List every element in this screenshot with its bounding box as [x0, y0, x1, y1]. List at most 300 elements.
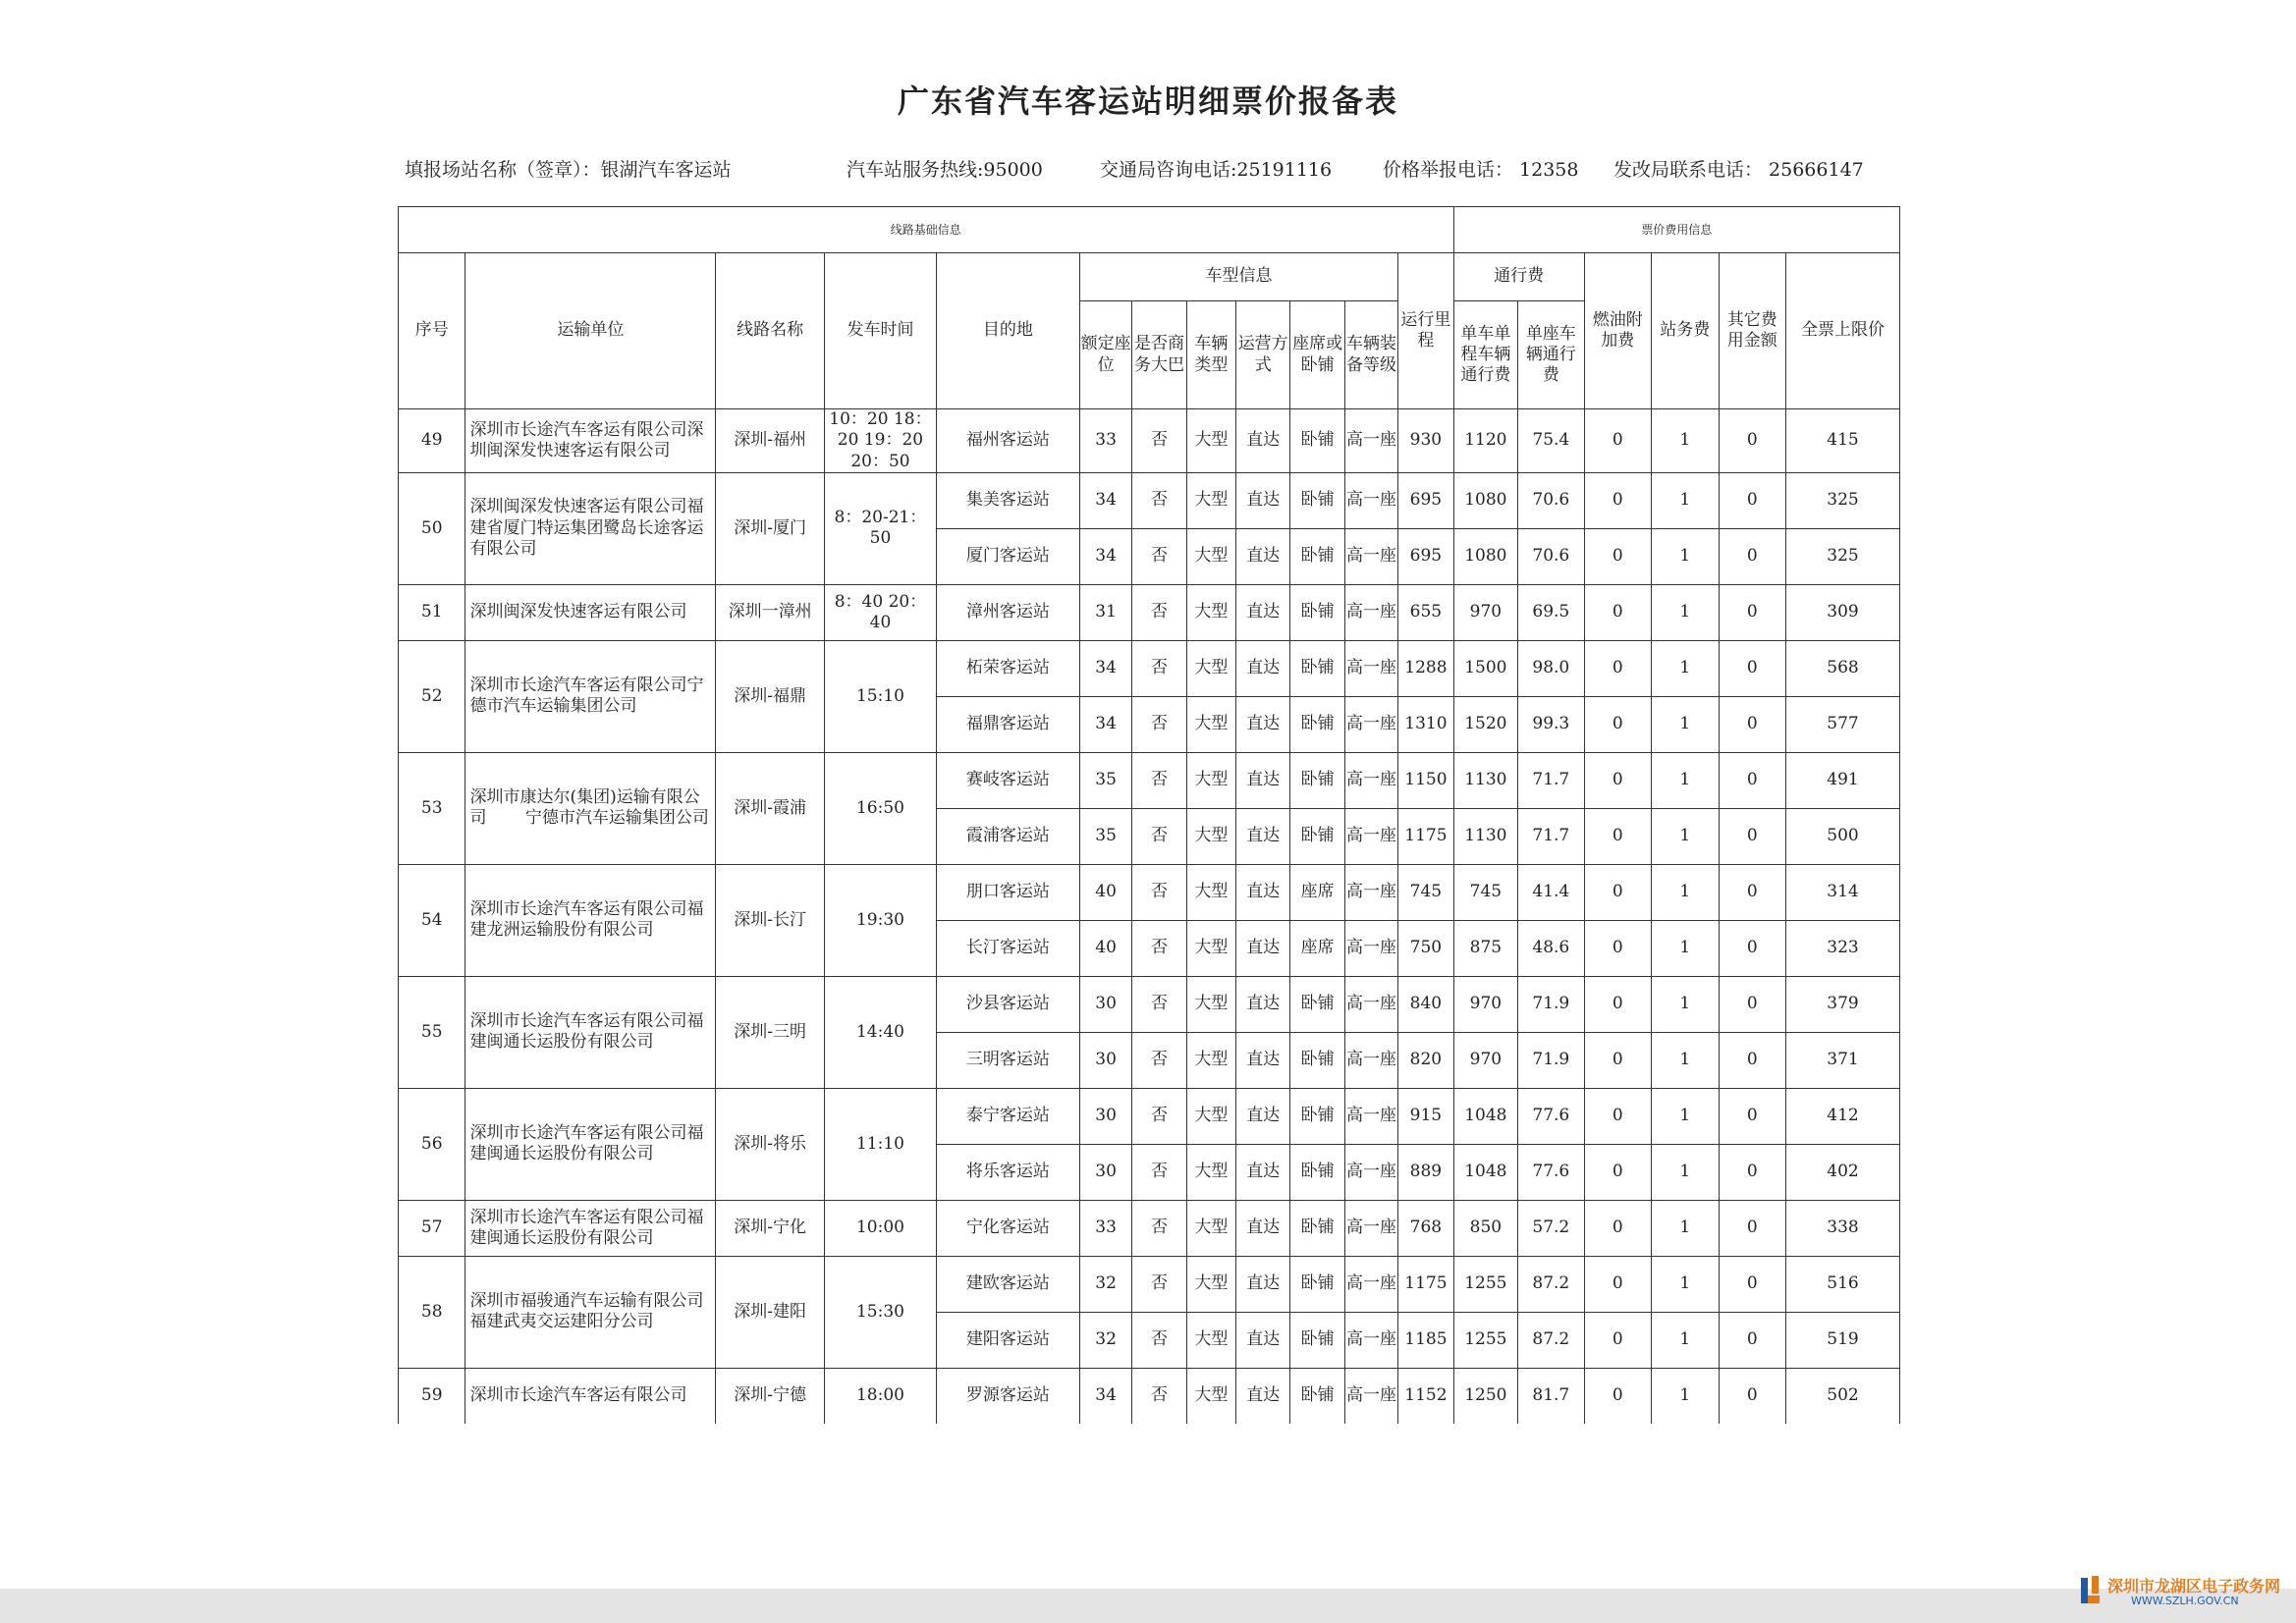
- header-destination: 目的地: [936, 253, 1079, 409]
- other-fee-cell: 0: [1719, 696, 1785, 752]
- fuel-cell: 0: [1584, 752, 1651, 808]
- equipment-grade-cell: 高一座: [1344, 640, 1397, 696]
- seq-cell: 50: [399, 472, 465, 584]
- header-seat-or-berth: 座席或卧铺: [1290, 301, 1344, 409]
- business-bus-cell: 否: [1132, 1368, 1186, 1424]
- station-fee-cell: 1: [1652, 1144, 1719, 1200]
- toll-seat-cell: 75.4: [1518, 409, 1584, 473]
- seats-cell: 40: [1079, 864, 1131, 920]
- transport-bureau-label: 交通局咨询电话:25191116: [1100, 159, 1333, 181]
- header-toll: 通行费: [1453, 253, 1584, 301]
- destination-cell: 柘荣客运站: [936, 640, 1079, 696]
- depart-time-cell: 19:30: [825, 864, 937, 976]
- fuel-cell: 0: [1584, 528, 1651, 584]
- other-fee-cell: 0: [1719, 920, 1785, 976]
- route-cell: 深圳-三明: [716, 976, 825, 1088]
- hotline-label: 汽车站服务热线:95000: [847, 159, 1043, 181]
- carrier-cell: 深圳市长途汽车客运有限公司宁德市汽车运输集团公司: [465, 640, 716, 752]
- business-bus-cell: 否: [1132, 752, 1186, 808]
- max-price-cell: 568: [1786, 640, 1900, 696]
- fuel-cell: 0: [1584, 1312, 1651, 1368]
- carrier-cell: 深圳市康达尔(集团)运输有限公司 宁德市汽车运输集团公司: [465, 752, 716, 864]
- other-fee-cell: 0: [1719, 1144, 1785, 1200]
- max-price-cell: 309: [1786, 584, 1900, 640]
- station-fee-cell: 1: [1652, 584, 1719, 640]
- page-title: 广东省汽车客运站明细票价报备表: [897, 82, 1398, 120]
- operation-cell: 直达: [1236, 920, 1290, 976]
- destination-cell: 福鼎客运站: [936, 696, 1079, 752]
- seats-cell: 40: [1079, 920, 1131, 976]
- other-fee-cell: 0: [1719, 976, 1785, 1032]
- toll-vehicle-cell: 1120: [1453, 409, 1517, 473]
- seats-cell: 33: [1079, 1200, 1131, 1256]
- carrier-cell: 深圳市长途汽车客运有限公司深圳闽深发快速客运有限公司: [465, 409, 716, 473]
- fuel-cell: 0: [1584, 640, 1651, 696]
- equipment-grade-cell: 高一座: [1344, 528, 1397, 584]
- route-cell: 深圳-宁德: [716, 1368, 825, 1424]
- depart-time-cell: 8：20-21：50: [825, 472, 937, 584]
- vehicle-type-cell: 大型: [1186, 528, 1235, 584]
- destination-cell: 霞浦客运站: [936, 808, 1079, 864]
- depart-time-cell: 15:30: [825, 1256, 937, 1368]
- depart-time-cell: 10：20 18：20 19：20 20：50: [825, 409, 937, 473]
- mileage-cell: 915: [1398, 1088, 1453, 1144]
- seat-or-berth-cell: 卧铺: [1290, 976, 1344, 1032]
- other-fee-cell: 0: [1719, 1368, 1785, 1424]
- route-cell: 深圳-福鼎: [716, 640, 825, 752]
- toll-seat-cell: 87.2: [1518, 1256, 1584, 1312]
- destination-cell: 厦门客运站: [936, 528, 1079, 584]
- carrier-cell: 深圳市长途汽车客运有限公司福建闽通长运股份有限公司: [465, 976, 716, 1088]
- max-price-cell: 577: [1786, 696, 1900, 752]
- dev-reform-label: 发改局联系电话： 25666147: [1613, 159, 1864, 181]
- fuel-cell: 0: [1584, 1368, 1651, 1424]
- toll-seat-cell: 71.7: [1518, 808, 1584, 864]
- fuel-cell: 0: [1584, 976, 1651, 1032]
- max-price-cell: 519: [1786, 1312, 1900, 1368]
- equipment-grade-cell: 高一座: [1344, 696, 1397, 752]
- max-price-cell: 502: [1786, 1368, 1900, 1424]
- station-fee-cell: 1: [1652, 472, 1719, 528]
- equipment-grade-cell: 高一座: [1344, 1256, 1397, 1312]
- business-bus-cell: 否: [1132, 409, 1186, 473]
- other-fee-cell: 0: [1719, 1312, 1785, 1368]
- max-price-cell: 323: [1786, 920, 1900, 976]
- fuel-cell: 0: [1584, 1032, 1651, 1088]
- seat-or-berth-cell: 卧铺: [1290, 409, 1344, 473]
- business-bus-cell: 否: [1132, 528, 1186, 584]
- station-fee-cell: 1: [1652, 409, 1719, 473]
- toll-seat-cell: 81.7: [1518, 1368, 1584, 1424]
- operation-cell: 直达: [1236, 1200, 1290, 1256]
- fuel-cell: 0: [1584, 409, 1651, 473]
- operation-cell: 直达: [1236, 1312, 1290, 1368]
- equipment-grade-cell: 高一座: [1344, 1200, 1397, 1256]
- business-bus-cell: 否: [1132, 640, 1186, 696]
- vehicle-type-cell: 大型: [1186, 976, 1235, 1032]
- seats-cell: 34: [1079, 640, 1131, 696]
- vehicle-type-cell: 大型: [1186, 920, 1235, 976]
- operation-cell: 直达: [1236, 1032, 1290, 1088]
- toll-vehicle-cell: 1130: [1453, 808, 1517, 864]
- station-fee-cell: 1: [1652, 1088, 1719, 1144]
- header-mileage: 运行里程: [1398, 253, 1453, 409]
- max-price-cell: 415: [1786, 409, 1900, 473]
- mileage-cell: 1175: [1398, 1256, 1453, 1312]
- seq-cell: 53: [399, 752, 465, 864]
- header-business-bus: 是否商务大巴: [1132, 301, 1186, 409]
- fuel-cell: 0: [1584, 584, 1651, 640]
- seq-cell: 52: [399, 640, 465, 752]
- seat-or-berth-cell: 卧铺: [1290, 696, 1344, 752]
- max-price-cell: 491: [1786, 752, 1900, 808]
- toll-seat-cell: 70.6: [1518, 472, 1584, 528]
- vehicle-type-cell: 大型: [1186, 864, 1235, 920]
- depart-time-cell: 8：40 20：40: [825, 584, 937, 640]
- station-fee-cell: 1: [1652, 864, 1719, 920]
- toll-vehicle-cell: 970: [1453, 1032, 1517, 1088]
- operation-cell: 直达: [1236, 1144, 1290, 1200]
- equipment-grade-cell: 高一座: [1344, 1312, 1397, 1368]
- other-fee-cell: 0: [1719, 584, 1785, 640]
- toll-vehicle-cell: 745: [1453, 864, 1517, 920]
- other-fee-cell: 0: [1719, 472, 1785, 528]
- other-fee-cell: 0: [1719, 1032, 1785, 1088]
- seq-cell: 55: [399, 976, 465, 1088]
- station-fee-cell: 1: [1652, 1256, 1719, 1312]
- carrier-cell: 深圳市长途汽车客运有限公司福建闽通长运股份有限公司: [465, 1088, 716, 1200]
- vehicle-type-cell: 大型: [1186, 640, 1235, 696]
- business-bus-cell: 否: [1132, 696, 1186, 752]
- operation-cell: 直达: [1236, 752, 1290, 808]
- toll-vehicle-cell: 970: [1453, 584, 1517, 640]
- seq-cell: 49: [399, 409, 465, 473]
- seq-cell: 59: [399, 1368, 465, 1424]
- vehicle-type-cell: 大型: [1186, 472, 1235, 528]
- table-row: [399, 976, 1900, 1032]
- seats-cell: 30: [1079, 1088, 1131, 1144]
- other-fee-cell: 0: [1719, 640, 1785, 696]
- seat-or-berth-cell: 卧铺: [1290, 1368, 1344, 1424]
- vehicle-type-cell: 大型: [1186, 1144, 1235, 1200]
- station-fee-cell: 1: [1652, 1312, 1719, 1368]
- scan-background-edge: [0, 1589, 2296, 1623]
- equipment-grade-cell: 高一座: [1344, 409, 1397, 473]
- equipment-grade-cell: 高一座: [1344, 752, 1397, 808]
- depart-time-cell: 11:10: [825, 1088, 937, 1200]
- max-price-cell: 325: [1786, 472, 1900, 528]
- max-price-cell: 379: [1786, 976, 1900, 1032]
- seats-cell: 34: [1079, 1368, 1131, 1424]
- seat-or-berth-cell: 卧铺: [1290, 472, 1344, 528]
- other-fee-cell: 0: [1719, 1256, 1785, 1312]
- header-operation: 运营方式: [1236, 301, 1290, 409]
- business-bus-cell: 否: [1132, 920, 1186, 976]
- business-bus-cell: 否: [1132, 1200, 1186, 1256]
- operation-cell: 直达: [1236, 409, 1290, 473]
- station-name-label: 填报场站名称（签章）：银湖汽车客运站: [405, 159, 732, 181]
- destination-cell: 漳州客运站: [936, 584, 1079, 640]
- station-fee-cell: 1: [1652, 640, 1719, 696]
- station-fee-cell: 1: [1652, 920, 1719, 976]
- fuel-cell: 0: [1584, 1088, 1651, 1144]
- equipment-grade-cell: 高一座: [1344, 864, 1397, 920]
- depart-time-cell: 10:00: [825, 1200, 937, 1256]
- destination-cell: 沙县客运站: [936, 976, 1079, 1032]
- toll-vehicle-cell: 875: [1453, 920, 1517, 976]
- header-other-fee: 其它费用金额: [1719, 253, 1785, 409]
- equipment-grade-cell: 高一座: [1344, 472, 1397, 528]
- mileage-cell: 1152: [1398, 1368, 1453, 1424]
- header-seats: 额定座位: [1079, 301, 1131, 409]
- header-carrier: 运输单位: [465, 253, 716, 409]
- business-bus-cell: 否: [1132, 976, 1186, 1032]
- vehicle-type-cell: 大型: [1186, 1312, 1235, 1368]
- seat-or-berth-cell: 卧铺: [1290, 1312, 1344, 1368]
- max-price-cell: 314: [1786, 864, 1900, 920]
- toll-seat-cell: 71.9: [1518, 976, 1584, 1032]
- mileage-cell: 1185: [1398, 1312, 1453, 1368]
- seats-cell: 32: [1079, 1256, 1131, 1312]
- mileage-cell: 655: [1398, 584, 1453, 640]
- operation-cell: 直达: [1236, 584, 1290, 640]
- seat-or-berth-cell: 卧铺: [1290, 1032, 1344, 1088]
- seats-cell: 31: [1079, 584, 1131, 640]
- toll-seat-cell: 77.6: [1518, 1088, 1584, 1144]
- toll-seat-cell: 48.6: [1518, 920, 1584, 976]
- business-bus-cell: 否: [1132, 864, 1186, 920]
- seats-cell: 34: [1079, 696, 1131, 752]
- fuel-cell: 0: [1584, 864, 1651, 920]
- station-fee-cell: 1: [1652, 808, 1719, 864]
- seats-cell: 35: [1079, 752, 1131, 808]
- carrier-cell: 深圳市长途汽车客运有限公司福建闽通长运股份有限公司: [465, 1200, 716, 1256]
- seat-or-berth-cell: 卧铺: [1290, 1088, 1344, 1144]
- toll-vehicle-cell: 1255: [1453, 1312, 1517, 1368]
- equipment-grade-cell: 高一座: [1344, 976, 1397, 1032]
- equipment-grade-cell: 高一座: [1344, 1032, 1397, 1088]
- depart-time-cell: 18:00: [825, 1368, 937, 1424]
- other-fee-cell: 0: [1719, 808, 1785, 864]
- header-vehicle-info: 车型信息: [1079, 253, 1397, 301]
- business-bus-cell: 否: [1132, 1312, 1186, 1368]
- carrier-cell: 深圳市长途汽车客运有限公司: [465, 1368, 716, 1424]
- destination-cell: 朋口客运站: [936, 864, 1079, 920]
- table-row: [399, 864, 1900, 920]
- station-fee-cell: 1: [1652, 976, 1719, 1032]
- station-fee-cell: 1: [1652, 752, 1719, 808]
- header-vehicle-type: 车辆类型: [1186, 301, 1235, 409]
- route-cell: 深圳-长汀: [716, 864, 825, 976]
- site-logo-name: 深圳市龙湖区电子政务网: [2107, 1577, 2281, 1596]
- route-cell: 深圳-厦门: [716, 472, 825, 584]
- other-fee-cell: 0: [1719, 409, 1785, 473]
- carrier-cell: 深圳闽深发快速客运有限公司: [465, 584, 716, 640]
- seats-cell: 30: [1079, 976, 1131, 1032]
- max-price-cell: 402: [1786, 1144, 1900, 1200]
- seats-cell: 34: [1079, 528, 1131, 584]
- seat-or-berth-cell: 卧铺: [1290, 528, 1344, 584]
- max-price-cell: 371: [1786, 1032, 1900, 1088]
- equipment-grade-cell: 高一座: [1344, 1088, 1397, 1144]
- toll-vehicle-cell: 850: [1453, 1200, 1517, 1256]
- vehicle-type-cell: 大型: [1186, 752, 1235, 808]
- toll-vehicle-cell: 1080: [1453, 528, 1517, 584]
- operation-cell: 直达: [1236, 528, 1290, 584]
- other-fee-cell: 0: [1719, 864, 1785, 920]
- seat-or-berth-cell: 卧铺: [1290, 808, 1344, 864]
- mileage-cell: 1288: [1398, 640, 1453, 696]
- max-price-cell: 516: [1786, 1256, 1900, 1312]
- max-price-cell: 338: [1786, 1200, 1900, 1256]
- station-fee-cell: 1: [1652, 1368, 1719, 1424]
- operation-cell: 直达: [1236, 472, 1290, 528]
- seat-or-berth-cell: 座席: [1290, 864, 1344, 920]
- seats-cell: 34: [1079, 472, 1131, 528]
- business-bus-cell: 否: [1132, 1032, 1186, 1088]
- equipment-grade-cell: 高一座: [1344, 1144, 1397, 1200]
- destination-cell: 将乐客运站: [936, 1144, 1079, 1200]
- equipment-grade-cell: 高一座: [1344, 808, 1397, 864]
- station-fee-cell: 1: [1652, 1032, 1719, 1088]
- seat-or-berth-cell: 卧铺: [1290, 752, 1344, 808]
- toll-seat-cell: 77.6: [1518, 1144, 1584, 1200]
- max-price-cell: 325: [1786, 528, 1900, 584]
- toll-vehicle-cell: 1250: [1453, 1368, 1517, 1424]
- header-depart: 发车时间: [825, 253, 937, 409]
- station-fee-cell: 1: [1652, 528, 1719, 584]
- route-cell: 深圳-霞浦: [716, 752, 825, 864]
- mileage-cell: 930: [1398, 409, 1453, 473]
- toll-seat-cell: 41.4: [1518, 864, 1584, 920]
- seat-or-berth-cell: 卧铺: [1290, 1256, 1344, 1312]
- max-price-cell: 412: [1786, 1088, 1900, 1144]
- table-row: [399, 409, 1900, 473]
- mileage-cell: 820: [1398, 1032, 1453, 1088]
- vehicle-type-cell: 大型: [1186, 409, 1235, 473]
- seq-cell: 56: [399, 1088, 465, 1200]
- route-cell: 深圳-宁化: [716, 1200, 825, 1256]
- header-seq: 序号: [399, 253, 465, 409]
- carrier-cell: 深圳市长途汽车客运有限公司福建龙洲运输股份有限公司: [465, 864, 716, 976]
- seat-or-berth-cell: 卧铺: [1290, 640, 1344, 696]
- header-station-fee: 站务费: [1652, 253, 1719, 409]
- fuel-cell: 0: [1584, 696, 1651, 752]
- toll-seat-cell: 98.0: [1518, 640, 1584, 696]
- route-section-header: 线路基础信息: [399, 207, 1454, 253]
- destination-cell: 罗源客运站: [936, 1368, 1079, 1424]
- other-fee-cell: 0: [1719, 1088, 1785, 1144]
- mileage-cell: 768: [1398, 1200, 1453, 1256]
- max-price-cell: 500: [1786, 808, 1900, 864]
- business-bus-cell: 否: [1132, 472, 1186, 528]
- other-fee-cell: 0: [1719, 528, 1785, 584]
- vehicle-type-cell: 大型: [1186, 808, 1235, 864]
- seat-or-berth-cell: 座席: [1290, 920, 1344, 976]
- equipment-grade-cell: 高一座: [1344, 584, 1397, 640]
- toll-seat-cell: 87.2: [1518, 1312, 1584, 1368]
- equipment-grade-cell: 高一座: [1344, 920, 1397, 976]
- fuel-cell: 0: [1584, 920, 1651, 976]
- destination-cell: 建阳客运站: [936, 1312, 1079, 1368]
- vehicle-type-cell: 大型: [1186, 696, 1235, 752]
- route-cell: 深圳-将乐: [716, 1088, 825, 1200]
- seq-cell: 54: [399, 864, 465, 976]
- vehicle-type-cell: 大型: [1186, 1088, 1235, 1144]
- station-fee-cell: 1: [1652, 1200, 1719, 1256]
- toll-vehicle-cell: 1130: [1453, 752, 1517, 808]
- operation-cell: 直达: [1236, 640, 1290, 696]
- business-bus-cell: 否: [1132, 1144, 1186, 1200]
- table-row: [399, 752, 1900, 808]
- depart-time-cell: 14:40: [825, 976, 937, 1088]
- table-row: [399, 1256, 1900, 1312]
- operation-cell: 直达: [1236, 1088, 1290, 1144]
- site-logo-url: WWW.SZLH.GOV.CN: [2131, 1595, 2239, 1607]
- header-toll-seat: 单座车辆通行费: [1518, 301, 1584, 409]
- destination-cell: 宁化客运站: [936, 1200, 1079, 1256]
- toll-vehicle-cell: 1080: [1453, 472, 1517, 528]
- seq-cell: 58: [399, 1256, 465, 1368]
- fuel-cell: 0: [1584, 808, 1651, 864]
- seats-cell: 30: [1079, 1032, 1131, 1088]
- toll-vehicle-cell: 970: [1453, 976, 1517, 1032]
- table-row: [399, 584, 1900, 640]
- operation-cell: 直达: [1236, 696, 1290, 752]
- destination-cell: 福州客运站: [936, 409, 1079, 473]
- table-row: [399, 640, 1900, 696]
- toll-seat-cell: 71.7: [1518, 752, 1584, 808]
- carrier-cell: 深圳闽深发快速客运有限公司福建省厦门特运集团鹭岛长途客运有限公司: [465, 472, 716, 584]
- vehicle-type-cell: 大型: [1186, 1200, 1235, 1256]
- fuel-cell: 0: [1584, 1200, 1651, 1256]
- route-cell: 深圳-建阳: [716, 1256, 825, 1368]
- depart-time-cell: 16:50: [825, 752, 937, 864]
- header-route: 线路名称: [716, 253, 825, 409]
- table-row: [399, 472, 1900, 528]
- destination-cell: 赛岐客运站: [936, 752, 1079, 808]
- seq-cell: 57: [399, 1200, 465, 1256]
- price-report-label: 价格举报电话： 12358: [1383, 159, 1579, 181]
- mileage-cell: 1175: [1398, 808, 1453, 864]
- mileage-cell: 750: [1398, 920, 1453, 976]
- header-fuel: 燃油附加费: [1584, 253, 1651, 409]
- seat-or-berth-cell: 卧铺: [1290, 584, 1344, 640]
- carrier-cell: 深圳市福骏通汽车运输有限公司 福建武夷交运建阳分公司: [465, 1256, 716, 1368]
- equipment-grade-cell: 高一座: [1344, 1368, 1397, 1424]
- seat-or-berth-cell: 卧铺: [1290, 1200, 1344, 1256]
- vehicle-type-cell: 大型: [1186, 1368, 1235, 1424]
- fuel-cell: 0: [1584, 1256, 1651, 1312]
- route-cell: 深圳一漳州: [716, 584, 825, 640]
- fuel-cell: 0: [1584, 472, 1651, 528]
- mileage-cell: 889: [1398, 1144, 1453, 1200]
- destination-cell: 建欧客运站: [936, 1256, 1079, 1312]
- other-fee-cell: 0: [1719, 752, 1785, 808]
- fuel-cell: 0: [1584, 1144, 1651, 1200]
- toll-vehicle-cell: 1048: [1453, 1144, 1517, 1200]
- vehicle-type-cell: 大型: [1186, 1256, 1235, 1312]
- mileage-cell: 695: [1398, 528, 1453, 584]
- toll-seat-cell: 57.2: [1518, 1200, 1584, 1256]
- business-bus-cell: 否: [1132, 1088, 1186, 1144]
- operation-cell: 直达: [1236, 808, 1290, 864]
- table-row: [399, 1200, 1900, 1256]
- table-row: [399, 1088, 1900, 1144]
- destination-cell: 长汀客运站: [936, 920, 1079, 976]
- vehicle-type-cell: 大型: [1186, 584, 1235, 640]
- other-fee-cell: 0: [1719, 1200, 1785, 1256]
